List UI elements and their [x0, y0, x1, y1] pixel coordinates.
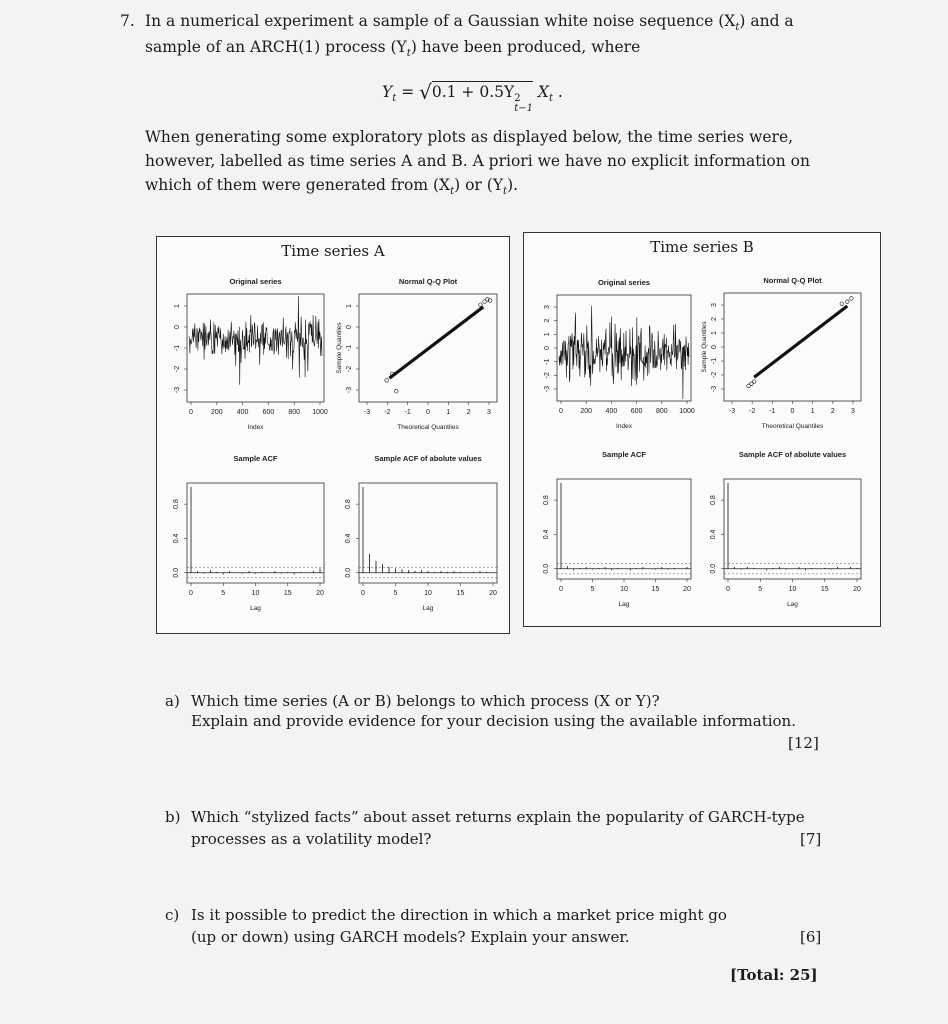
orig-x-tick-label: 400: [236, 409, 249, 416]
qq-x-tick-label: 2: [830, 408, 835, 415]
qq-y-tick-label: -3: [711, 385, 718, 393]
total-marks: [Total: 25]: [730, 966, 818, 984]
orig-y-tick-label: -2: [174, 365, 181, 373]
acf-abs-y-tick-label: 0.8: [710, 495, 717, 506]
orig-x-tick-label: 1000: [312, 409, 328, 416]
qq-y-tick-label: 2: [711, 317, 718, 321]
qq-tail-point: [385, 379, 389, 383]
acf-y-tick-label: 0.8: [543, 495, 550, 506]
qq-title: Normal Q-Q Plot: [398, 277, 458, 286]
orig-y-tick-label: -1: [174, 344, 181, 352]
qq-y-tick-label: -1: [346, 344, 353, 352]
qq-tail-point: [479, 303, 483, 307]
part-c-line-1: Is it possible to predict the direction in which a market price might go: [191, 906, 727, 924]
formula: $Y_t = √0.1 + 0.5Y$ 2 t−1 $X_t$ .: [382, 80, 563, 114]
acf-abs-x-tick-label: 10: [788, 586, 797, 593]
acf-title: Sample ACF: [602, 450, 646, 459]
acf-abs-frame: [724, 479, 861, 579]
acf-x-tick-label: 0: [559, 586, 563, 593]
qq-x-tick-label: -3: [363, 409, 371, 416]
part-b-marks: [7]: [800, 830, 822, 848]
acf-x-tick-label: 10: [620, 586, 628, 593]
qq-x-tick-label: 1: [446, 409, 451, 416]
acf-x-label: Lag: [250, 605, 261, 612]
qq-x-tick-label: 3: [487, 409, 491, 416]
acf-x-tick-label: 20: [683, 586, 691, 593]
acf-abs-y-tick-label: 0.8: [345, 499, 352, 510]
acf-x-tick-label: 15: [283, 590, 292, 597]
orig-y-tick-label: 1: [544, 332, 551, 337]
question-number: 7.: [120, 12, 135, 30]
part-a-marks: [12]: [788, 734, 819, 752]
orig-y-tick-label: -3: [174, 386, 181, 394]
acf-y-tick-label: 0.4: [173, 533, 180, 544]
part-c-marks: [6]: [800, 928, 822, 946]
qq-x-tick-label: -1: [769, 408, 776, 415]
orig-y-tick-label: 3: [544, 305, 551, 309]
orig-series-line: [189, 296, 322, 385]
acf-y-tick-label: 0.8: [173, 499, 180, 510]
qq-y-tick-label: 3: [711, 303, 718, 307]
orig-x-tick-label: 400: [605, 408, 618, 415]
orig-y-tick-label: 0: [174, 325, 181, 329]
qq-y-tick-label: -2: [346, 365, 353, 373]
acf-abs-x-tick-label: 5: [393, 590, 398, 597]
figure-panel-b: [523, 232, 881, 627]
acf-abs-title: Sample ACF of abolute values: [374, 454, 482, 463]
acf-abs-x-label: Lag: [422, 605, 434, 612]
acf-abs-y-tick-label: 0.0: [345, 567, 352, 578]
orig-x-tick-label: 600: [262, 409, 275, 416]
orig-x-tick-label: 1000: [679, 408, 695, 415]
qq-y-tick-label: -1: [711, 357, 718, 365]
part-c-line-2: (up or down) using GARCH models? Explain your answer.: [191, 928, 630, 946]
orig-y-tick-label: 2: [544, 318, 551, 323]
orig-x-tick-label: 200: [210, 409, 223, 416]
qq-x-tick-label: 2: [466, 409, 471, 416]
orig-series-line: [559, 306, 689, 399]
acf-abs-y-tick-label: 0.4: [710, 529, 717, 540]
acf-abs-x-tick-label: 0: [726, 586, 730, 593]
part-b-line-1: Which “stylized facts” about asset returns explain the popularity of GARCH-type: [191, 808, 805, 826]
acf-abs-x-tick-label: 20: [853, 586, 861, 593]
orig-y-tick-label: -2: [544, 372, 551, 379]
acf-x-tick-label: 5: [590, 586, 595, 593]
acf-abs-x-tick-label: 15: [820, 586, 829, 593]
qq-y-tick-label: -3: [346, 386, 353, 394]
qq-tail-point: [846, 300, 850, 304]
orig-y-tick-label: 0: [544, 346, 551, 350]
qq-x-tick-label: 1: [810, 408, 815, 415]
part-a-line-2: Explain and provide evidence for your decision using the available information.: [191, 712, 796, 730]
radicand: 0.1 + 0.5Y 2 t−1: [431, 83, 533, 114]
acf-frame: [187, 483, 324, 583]
acf-y-tick-label: 0.0: [543, 563, 550, 574]
qq-y-tick-label: 0: [711, 345, 718, 349]
acf-abs-x-tick-label: 15: [456, 590, 465, 597]
acf-abs-title: Sample ACF of abolute values: [738, 450, 847, 459]
qq-y-label: Sample Quantiles: [336, 322, 343, 374]
figure-panel-a: [156, 236, 510, 634]
qq-y-tick-label: 1: [711, 331, 718, 335]
intro-line-1: In a numerical experiment a sample of a Gaussian white noise sequence $(X_t)$ and a: [145, 12, 794, 34]
qq-x-tick-label: -2: [749, 408, 756, 415]
acf-abs-y-tick-label: 0.4: [345, 533, 352, 544]
orig-x-tick-label: 800: [288, 409, 301, 416]
para2-line-1: When generating some exploratory plots as displayed below, the time series were,: [145, 128, 794, 146]
orig-x-tick-label: 200: [580, 408, 593, 415]
acf-x-label: Lag: [618, 601, 630, 608]
panel-b-plots: [524, 233, 880, 626]
acf-abs-x-tick-label: 20: [489, 590, 497, 597]
qq-y-tick-label: 0: [346, 325, 353, 329]
qq-tail-point: [394, 389, 398, 393]
qq-title: Normal Q-Q Plot: [763, 276, 822, 285]
qq-x-tick-label: 0: [790, 408, 795, 415]
acf-abs-x-label: Lag: [787, 601, 798, 608]
orig-x-tick-label: 0: [189, 409, 193, 416]
qq-x-label: Theoretical Quantiles: [397, 424, 459, 431]
para2-line-3: which of them were generated from $(X_t)$ or $(Y_t)$.: [145, 176, 519, 198]
qq-tail-point: [840, 302, 844, 306]
qq-x-tick-label: -3: [728, 408, 736, 415]
acf-title: Sample ACF: [233, 454, 278, 463]
panel-a-plots: [157, 237, 509, 633]
acf-x-tick-label: 0: [189, 590, 193, 597]
qq-x-tick-label: -1: [404, 409, 411, 416]
para2-line-2: however, labelled as time series A and B. A priori we have no explicit information on: [145, 152, 810, 170]
qq-dense-points: [754, 306, 847, 377]
orig-x-tick-label: 800: [655, 408, 668, 415]
qq-x-tick-label: 3: [851, 408, 855, 415]
acf-abs-frame: [359, 483, 497, 583]
qq-tail-point: [850, 297, 854, 301]
acf-abs-y-tick-label: 0.0: [710, 563, 717, 574]
part-a-label: a): [165, 692, 180, 710]
orig-series-title: Original series: [229, 277, 282, 286]
qq-y-tick-label: 1: [346, 304, 353, 308]
part-c-label: c): [165, 906, 180, 924]
acf-frame: [557, 479, 691, 579]
acf-y-tick-label: 0.0: [173, 567, 180, 578]
acf-x-tick-label: 10: [251, 590, 260, 597]
orig-x-tick-label: 600: [630, 408, 643, 415]
qq-dense-points: [389, 307, 483, 378]
orig-y-tick-label: 1: [174, 304, 181, 308]
acf-y-tick-label: 0.4: [543, 529, 550, 540]
acf-x-tick-label: 20: [316, 590, 324, 597]
acf-abs-x-tick-label: 5: [758, 586, 763, 593]
orig-y-tick-label: -3: [544, 385, 551, 393]
qq-tail-point: [752, 380, 756, 384]
orig-y-tick-label: -1: [544, 358, 551, 365]
part-a-line-1: Which time series (A or B) belongs to which process (X or Y)?: [191, 692, 660, 710]
qq-y-label: Sample Quantiles: [701, 321, 708, 373]
acf-abs-x-tick-label: 0: [361, 590, 365, 597]
part-b-line-2: processes as a volatility model?: [191, 830, 432, 848]
sqrt-sign: √: [419, 80, 432, 104]
panel-b-title: Time series B: [650, 238, 754, 256]
orig-x-tick-label: 0: [559, 408, 563, 415]
qq-y-tick-label: -2: [711, 371, 718, 379]
qq-x-label: Theoretical Quantiles: [761, 423, 824, 430]
qq-x-tick-label: -2: [384, 409, 391, 416]
intro-line-2: sample of an ARCH(1) process $(Y_t)$ have been produced, where: [145, 38, 641, 60]
acf-x-tick-label: 5: [221, 590, 226, 597]
acf-x-tick-label: 15: [651, 586, 660, 593]
orig-x-label: Index: [616, 423, 632, 430]
acf-abs-x-tick-label: 10: [424, 590, 432, 597]
orig-x-label: Index: [247, 424, 264, 431]
panel-a-title: Time series A: [281, 242, 385, 260]
orig-series-title: Original series: [597, 278, 651, 287]
part-b-label: b): [165, 808, 181, 826]
qq-x-tick-label: 0: [426, 409, 430, 416]
